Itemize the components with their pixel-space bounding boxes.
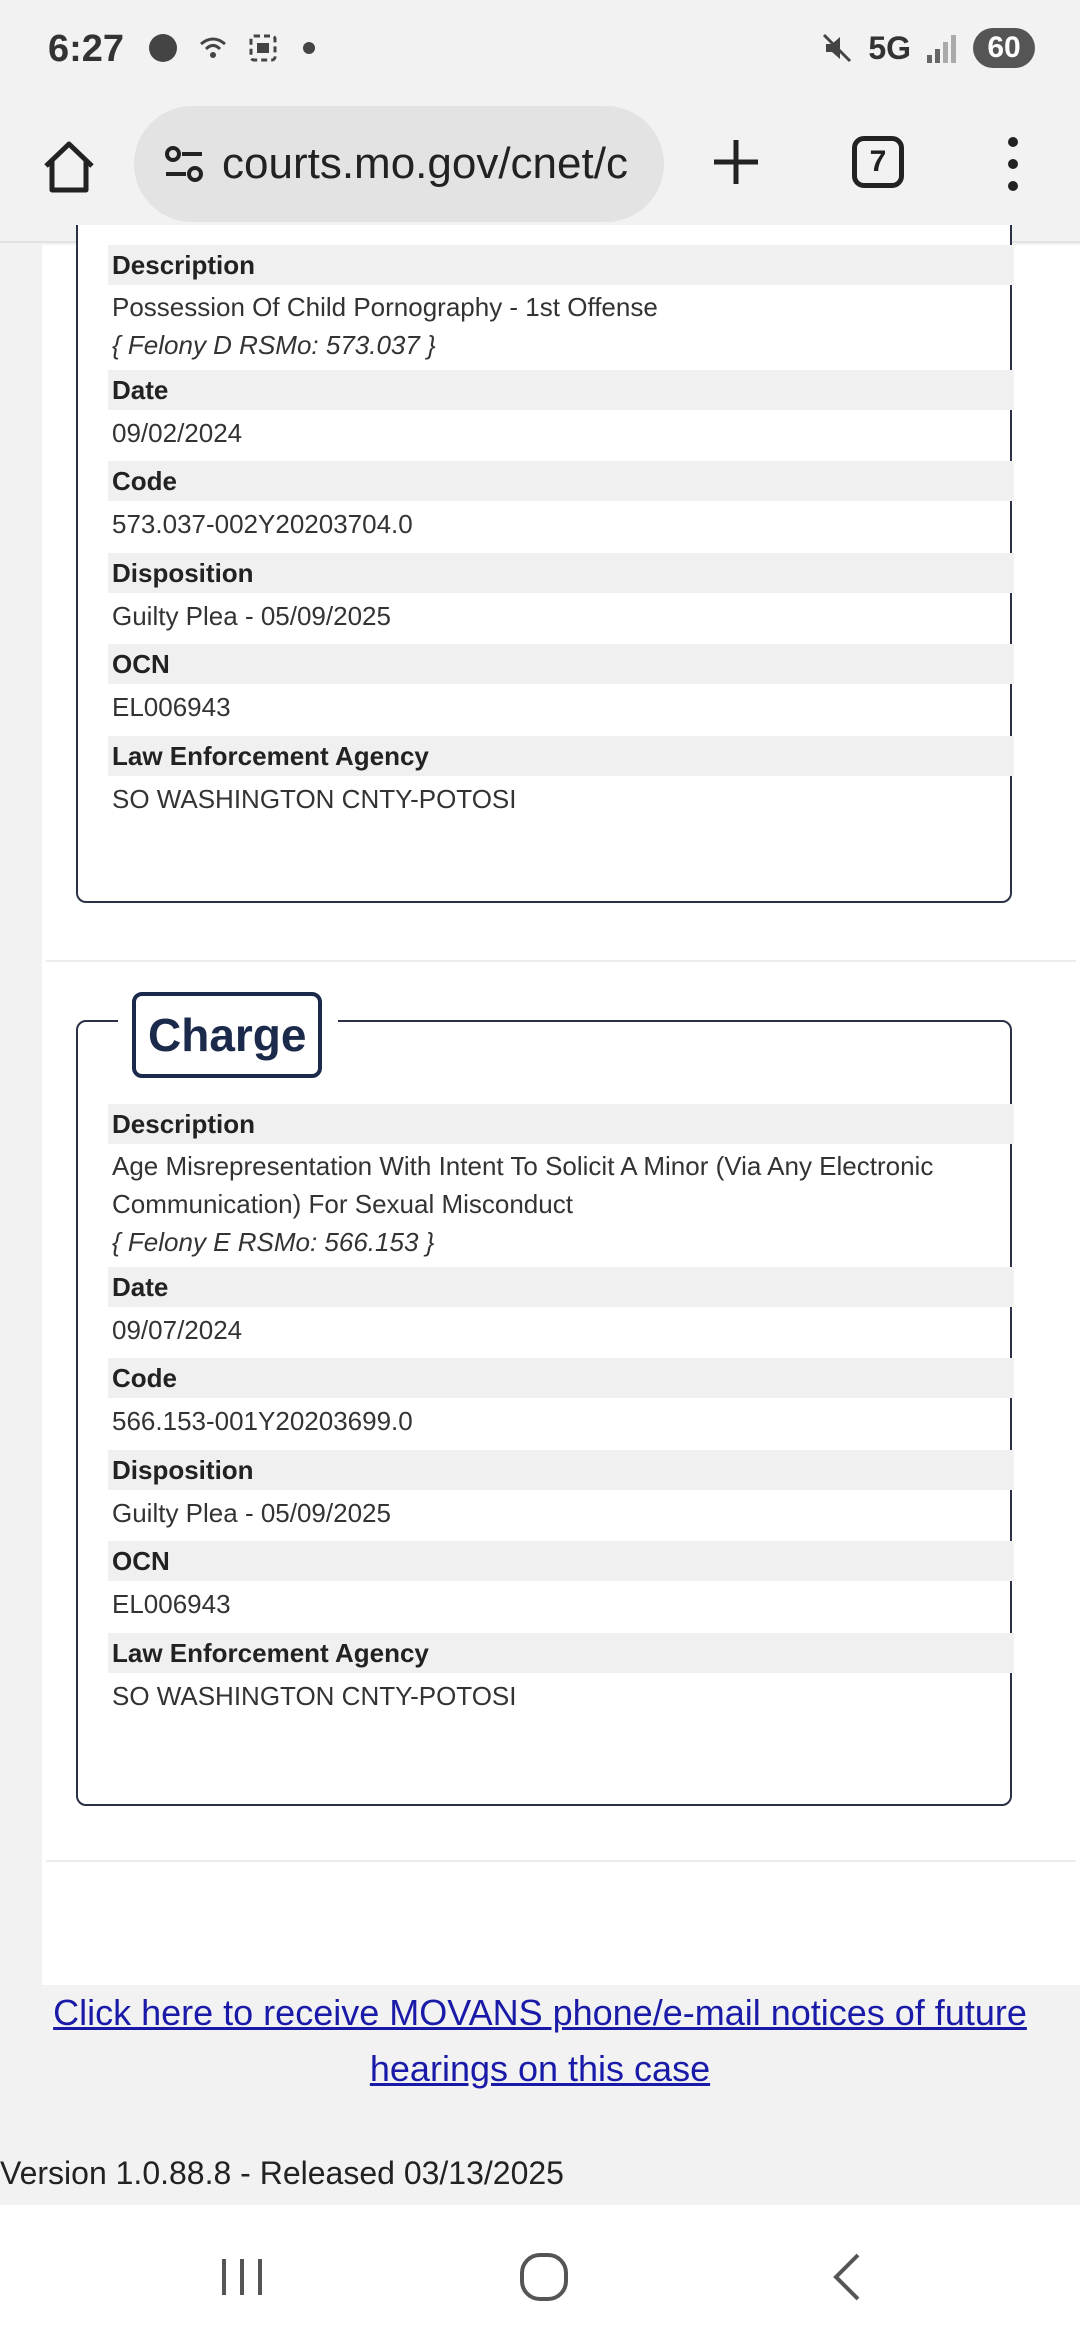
ocn-value: EL006943 — [112, 1589, 231, 1619]
date-label: Date — [108, 1267, 1014, 1307]
disposition-value: Guilty Plea - 05/09/2025 — [112, 1498, 391, 1528]
home-nav-icon[interactable] — [514, 2247, 574, 2307]
disposition-value: Guilty Plea - 05/09/2025 — [112, 601, 391, 631]
disposition-label: Disposition — [108, 1450, 1014, 1490]
date-value: 09/07/2024 — [112, 1315, 243, 1345]
notification-icons — [145, 30, 315, 66]
wifi-calling-icon — [195, 30, 231, 66]
new-tab-icon[interactable] — [708, 134, 764, 190]
status-bar — [0, 0, 1080, 100]
mute-icon — [820, 31, 854, 65]
system-nav-bar — [0, 2205, 1080, 2340]
charge-legend: Charge — [132, 992, 322, 1078]
version-text: Version 1.0.88.8 - Released 03/13/2025 — [0, 2155, 564, 2191]
ocn-value: EL006943 — [112, 692, 231, 722]
network-type: 5G — [868, 29, 911, 66]
statute-value: { Felony D RSMo: 573.037 } — [112, 330, 436, 360]
more-notifications-dot — [303, 42, 315, 54]
description-label: Description — [108, 245, 1014, 285]
charge-card-2 — [76, 1009, 1012, 1806]
ocn-label: OCN — [108, 1541, 1014, 1581]
address-bar[interactable] — [134, 106, 664, 222]
agency-label: Law Enforcement Agency — [108, 736, 1014, 776]
charge-card-1 — [76, 225, 1012, 903]
statute-value: { Felony E RSMo: 566.153 } — [112, 1227, 435, 1257]
code-label: Code — [108, 461, 1014, 501]
code-value: 566.153-001Y20203699.0 — [112, 1406, 413, 1436]
section-divider — [46, 1860, 1076, 1862]
description-value-line2: Communication) For Sexual Misconduct — [112, 1189, 573, 1219]
description-label: Description — [108, 1104, 1014, 1144]
date-value: 09/02/2024 — [112, 418, 243, 448]
ocn-label: OCN — [108, 644, 1014, 684]
section-divider — [46, 960, 1076, 962]
status-right — [820, 28, 1035, 68]
description-value-line1: Age Misrepresentation With Intent To Solicit A Minor (Via Any Electronic — [112, 1151, 934, 1181]
battery-indicator: 60 — [973, 28, 1035, 68]
screenshot-icon — [245, 30, 281, 66]
description-value: Possession Of Child Pornography - 1st Offense — [112, 292, 658, 322]
tab-switcher-button[interactable]: 7 — [852, 136, 904, 188]
browser-toolbar — [0, 100, 1080, 243]
recent-apps-icon[interactable] — [212, 2247, 272, 2307]
movans-link-line2[interactable]: hearings on this case — [369, 2048, 711, 2089]
case-charges-page — [42, 245, 1080, 1985]
movans-notice-area — [0, 1985, 1080, 2097]
back-icon[interactable] — [818, 2247, 878, 2307]
more-options-icon[interactable] — [998, 132, 1028, 196]
disposition-label: Disposition — [108, 553, 1014, 593]
agency-value: SO WASHINGTON CNTY-POTOSI — [112, 784, 517, 814]
status-time: 6:27 — [48, 28, 125, 70]
chat-bubble-icon — [145, 30, 181, 66]
url-text[interactable]: courts.mo.gov/cnet/c — [222, 139, 628, 188]
agency-label: Law Enforcement Agency — [108, 1633, 1014, 1673]
movans-notice-link[interactable] — [53, 1992, 1027, 2089]
date-label: Date — [108, 370, 1014, 410]
home-icon[interactable] — [38, 136, 100, 198]
code-label: Code — [108, 1358, 1014, 1398]
signal-icon — [925, 33, 959, 63]
movans-link-line1[interactable]: Click here to receive MOVANS phone/e-mail notices of future — [53, 1992, 1027, 2033]
code-value: 573.037-002Y20203704.0 — [112, 509, 413, 539]
agency-value: SO WASHINGTON CNTY-POTOSI — [112, 1681, 517, 1711]
site-settings-icon[interactable] — [158, 138, 210, 190]
